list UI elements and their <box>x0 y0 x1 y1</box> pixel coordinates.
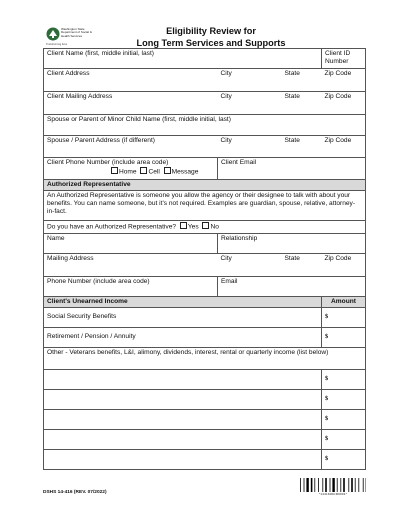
income-other-entry[interactable] <box>44 449 322 469</box>
rep-phone-field[interactable] <box>44 276 218 296</box>
phone-cell-label: Cell <box>148 168 160 176</box>
title-line-1: Eligibility Review for <box>166 26 256 36</box>
income-heading: Client's Unearned Income <box>44 296 322 307</box>
spouse-city-field[interactable] <box>218 136 282 158</box>
rep-state-field[interactable] <box>282 253 322 276</box>
authorized-no-checkbox[interactable] <box>202 222 209 229</box>
phone-message-checkbox[interactable] <box>164 167 171 174</box>
client-city-label: City <box>220 70 232 77</box>
dollar-sign: $ <box>325 333 329 340</box>
client-mailing-city-field[interactable] <box>218 92 282 115</box>
rep-state-label: State <box>284 254 300 262</box>
income-row-social-security <box>44 307 322 327</box>
authorized-yes-checkbox[interactable] <box>180 222 187 229</box>
income-amount-heading: Amount <box>322 296 366 307</box>
authorized-yes-label: Yes <box>187 223 199 231</box>
client-name-label: Client Name (first, middle initial, last) <box>47 50 154 57</box>
income-amount-field[interactable] <box>322 429 366 449</box>
client-zip-field[interactable] <box>322 69 366 92</box>
client-mailing-field[interactable] <box>44 92 218 115</box>
client-address-field[interactable] <box>44 69 218 92</box>
spouse-zip-label: Zip Code <box>324 137 352 144</box>
spouse-name-field[interactable] <box>44 115 366 136</box>
spouse-state-label: State <box>284 137 300 144</box>
client-id-label: Client ID Number <box>325 50 351 65</box>
income-row-retirement <box>44 327 322 347</box>
income-amount-field[interactable] <box>322 307 366 327</box>
rep-relationship-label: Relationship <box>221 234 258 242</box>
client-mailing-label: Client Mailing Address <box>47 93 113 100</box>
client-mailing-state-field[interactable] <box>282 92 322 115</box>
income-other-entry[interactable] <box>44 429 322 449</box>
client-name-field[interactable] <box>44 49 322 69</box>
client-phone-field[interactable] <box>44 158 218 180</box>
client-address-label: Client Address <box>47 70 90 77</box>
income-amount-field[interactable] <box>322 327 366 347</box>
spouse-zip-field[interactable] <box>322 136 366 158</box>
rep-mailing-field[interactable] <box>44 253 218 276</box>
rep-city-label: City <box>220 254 232 262</box>
authorized-no-label: No <box>210 223 219 231</box>
dollar-sign: $ <box>325 415 329 422</box>
income-row-label: Social Security Benefits <box>47 313 117 320</box>
rep-name-field[interactable] <box>44 233 218 253</box>
client-state-label: State <box>284 70 300 77</box>
client-phone-label: Client Phone Number (include area code) <box>47 159 169 166</box>
eligibility-form <box>43 48 366 470</box>
income-other-label: Other - Veterans benefits, L&I, alimony, dividends, interest, rental or quarterly income (list below) <box>44 347 366 369</box>
authorized-rep-heading: Authorized Representative <box>44 180 366 191</box>
rep-phone-label: Phone Number (include area code) <box>47 277 150 285</box>
dollar-sign: $ <box>325 435 329 442</box>
barcode <box>300 478 366 492</box>
client-email-label: Client Email <box>221 159 257 166</box>
rep-email-label: Email <box>221 277 238 285</box>
rep-mailing-label: Mailing Address <box>47 254 94 262</box>
client-state-field[interactable] <box>282 69 322 92</box>
income-other-entry[interactable] <box>44 389 322 409</box>
income-amount-field[interactable] <box>322 369 366 389</box>
form-number: DSHS 14-416 (REV. 07/2022) <box>43 490 107 495</box>
client-mailing-zip-field[interactable] <box>322 92 366 115</box>
spouse-name-label: Spouse or Parent of Minor Child Name (first, middle initial, last) <box>47 116 231 123</box>
dollar-sign: $ <box>325 313 329 320</box>
client-mailing-state-label: State <box>284 93 300 100</box>
client-mailing-city-label: City <box>220 93 232 100</box>
spouse-state-field[interactable] <box>282 136 322 158</box>
spouse-address-field[interactable] <box>44 136 218 158</box>
authorized-rep-description: An Authorized Representative is someone you allow the agency or their designee to talk with about your benefits. You can name someone, but it's not required. Examples are guardian, spouse, relative, attorney-in-fact. <box>44 191 366 221</box>
spouse-city-label: City <box>220 137 232 144</box>
barcode-text: *1441600CR0001* <box>318 492 348 496</box>
rep-zip-field[interactable] <box>322 253 366 276</box>
dollar-sign: $ <box>325 455 329 462</box>
dollar-sign: $ <box>325 375 329 382</box>
client-email-field[interactable] <box>218 158 366 180</box>
logo-tagline: Transforming lives <box>46 43 68 46</box>
rep-zip-label: Zip Code <box>324 254 352 262</box>
client-mailing-zip-label: Zip Code <box>324 93 352 100</box>
client-city-field[interactable] <box>218 69 282 92</box>
authorized-rep-question: Do you have an Authorized Representative? <box>47 223 177 231</box>
logo-agency-text: Washington State Department of Social & Health Services <box>61 27 92 38</box>
rep-name-label: Name <box>47 234 65 242</box>
client-id-field[interactable] <box>322 49 366 69</box>
rep-email-field[interactable] <box>218 276 366 296</box>
income-other-entry[interactable] <box>44 409 322 429</box>
income-amount-field[interactable] <box>322 449 366 469</box>
spouse-address-label: Spouse / Parent Address (if different) <box>47 137 156 144</box>
authorized-rep-question-row <box>44 221 366 234</box>
page-title <box>96 26 326 49</box>
rep-city-field[interactable] <box>218 253 282 276</box>
title-line-2: Long Term Services and Supports <box>136 37 286 48</box>
income-amount-field[interactable] <box>322 409 366 429</box>
phone-message-label: Message <box>171 168 199 176</box>
dollar-sign: $ <box>325 395 329 402</box>
client-zip-label: Zip Code <box>324 70 352 77</box>
phone-home-label: Home <box>119 168 137 176</box>
phone-home-checkbox[interactable] <box>111 167 118 174</box>
dshs-emblem-icon <box>46 27 60 41</box>
phone-cell-checkbox[interactable] <box>140 167 147 174</box>
income-row-label: Retirement / Pension / Annuity <box>47 333 136 340</box>
rep-relationship-field[interactable] <box>218 233 366 253</box>
income-amount-field[interactable] <box>322 389 366 409</box>
income-other-entry[interactable] <box>44 369 322 389</box>
